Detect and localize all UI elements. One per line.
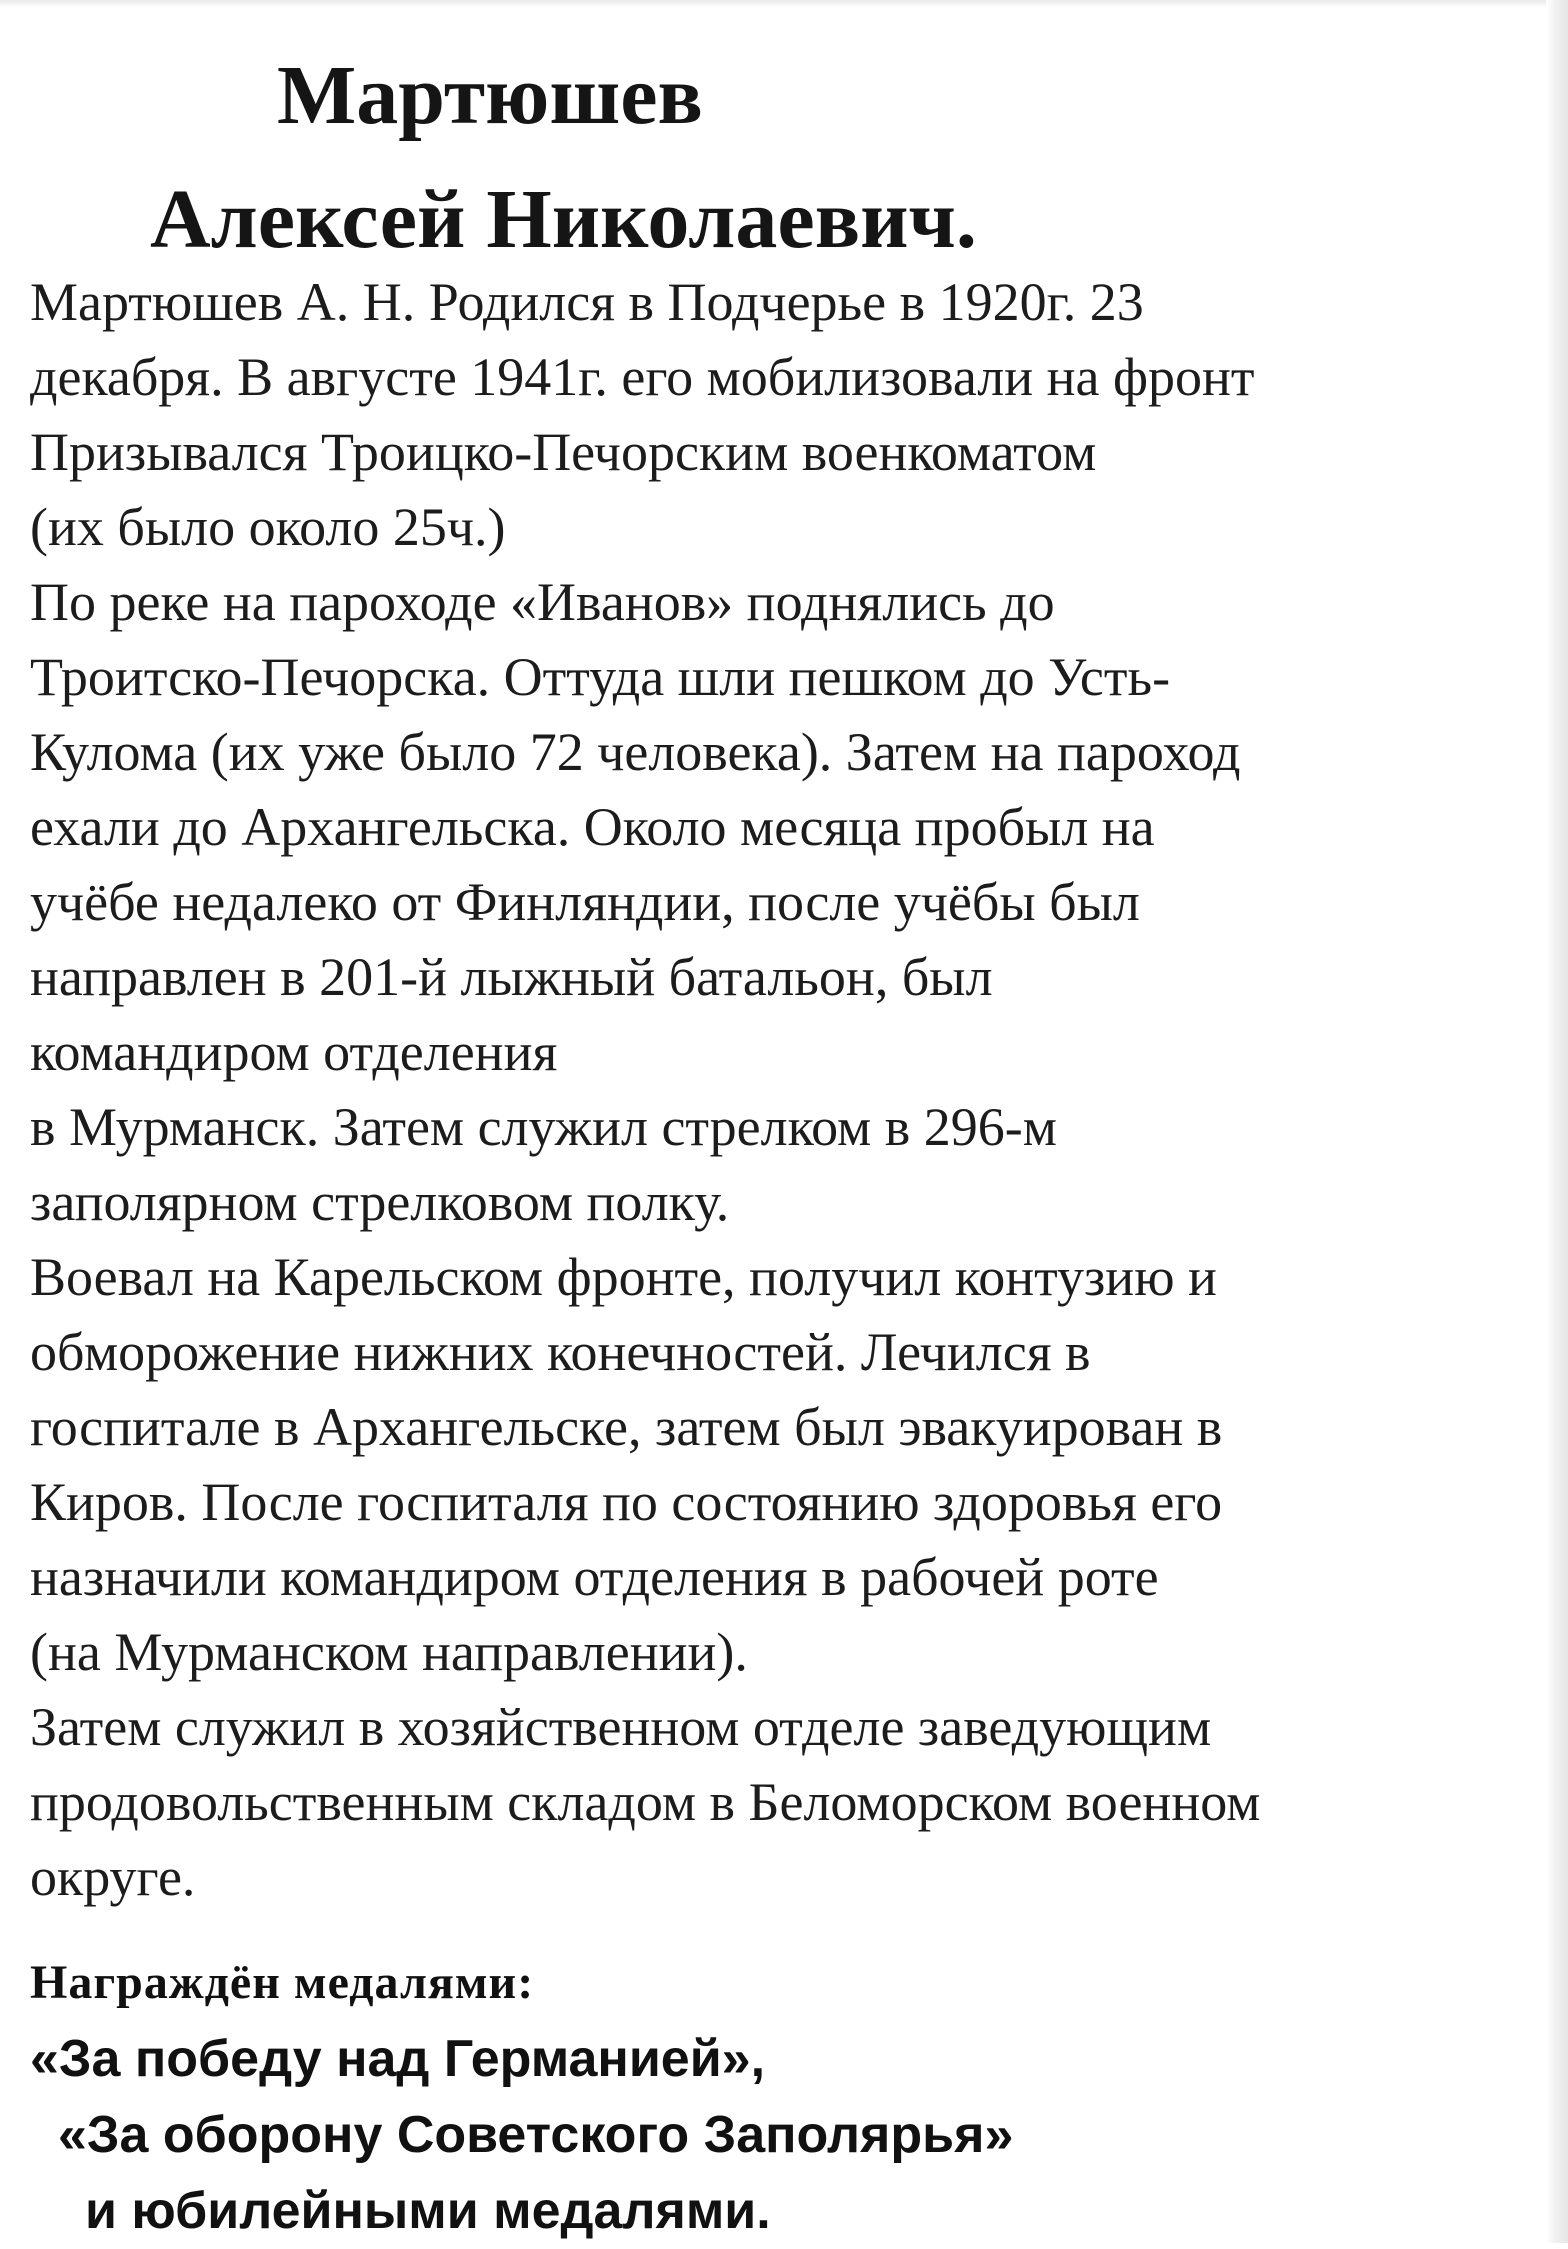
- biography-line: Затем служил в хозяйственном отделе заведующим: [30, 1697, 1212, 1757]
- title-surname: Мартюшев: [277, 49, 703, 142]
- biography-line: ехали до Архангельска. Около месяца пробыл на: [30, 797, 1155, 857]
- biography-line: Киров. После госпиталя по состоянию здоровья его: [30, 1472, 1223, 1532]
- medal-victory-over-germany: «За победу над Германией»,: [30, 2030, 766, 2088]
- biography-line: командиром отделения: [30, 1022, 558, 1082]
- biography-line: направлен в 201-й лыжный батальон, был: [30, 947, 993, 1007]
- biography-line: в Мурманск. Затем служил стрелком в 296-м: [30, 1097, 1057, 1157]
- biography-line: декабря. В августе 1941г. его мобилизовали на фронт: [30, 347, 1255, 407]
- biography-line: (их было около 25ч.): [30, 497, 506, 557]
- scan-edge-right: [1546, 0, 1568, 2243]
- biography-line: округе.: [30, 1847, 196, 1907]
- biography-line: обморожение нижних конечностей. Лечился в: [30, 1322, 1091, 1382]
- medal-jubilee: и юбилейными медалями.: [85, 2182, 771, 2240]
- biography-line: учёбе недалеко от Финляндии, после учёбы был: [30, 872, 1140, 932]
- biography-line: продовольственным складом в Беломорском военном: [30, 1772, 1261, 1832]
- biography-line: заполярном стрелковом полку.: [30, 1172, 730, 1232]
- biography-line: назначили командиром отделения в рабочей роте: [30, 1547, 1159, 1607]
- medal-defense-of-soviet-arctic: «За оборону Советского Заполярья»: [58, 2106, 1014, 2164]
- biography-text: [30, 265, 1535, 1915]
- title-given-names: Алексей Николаевич.: [150, 173, 977, 266]
- awards-section: [30, 1945, 1530, 2249]
- biography-line: госпитале в Архангельске, затем был эвакуирован в: [30, 1397, 1223, 1457]
- biography-line: Троитско-Печорска. Оттуда шли пешком до Усть-: [30, 647, 1171, 707]
- scan-edge-top: [0, 0, 1568, 8]
- biography-line: (на Мурманском направлении).: [30, 1622, 748, 1682]
- biography-line: По реке на пароходе «Иванов» поднялись до: [30, 572, 1055, 632]
- awards-heading: Награждён медалями:: [30, 1956, 535, 2009]
- biography-line: Мартюшев А. Н. Родился в Подчерье в 1920г. 23: [30, 272, 1144, 332]
- biography-line: Кулома (их уже было 72 человека). Затем на пароход: [30, 722, 1241, 782]
- biography-line: Призывался Троицко-Печорским военкоматом: [30, 422, 1097, 482]
- biography-line: Воевал на Карельском фронте, получил контузию и: [30, 1247, 1217, 1307]
